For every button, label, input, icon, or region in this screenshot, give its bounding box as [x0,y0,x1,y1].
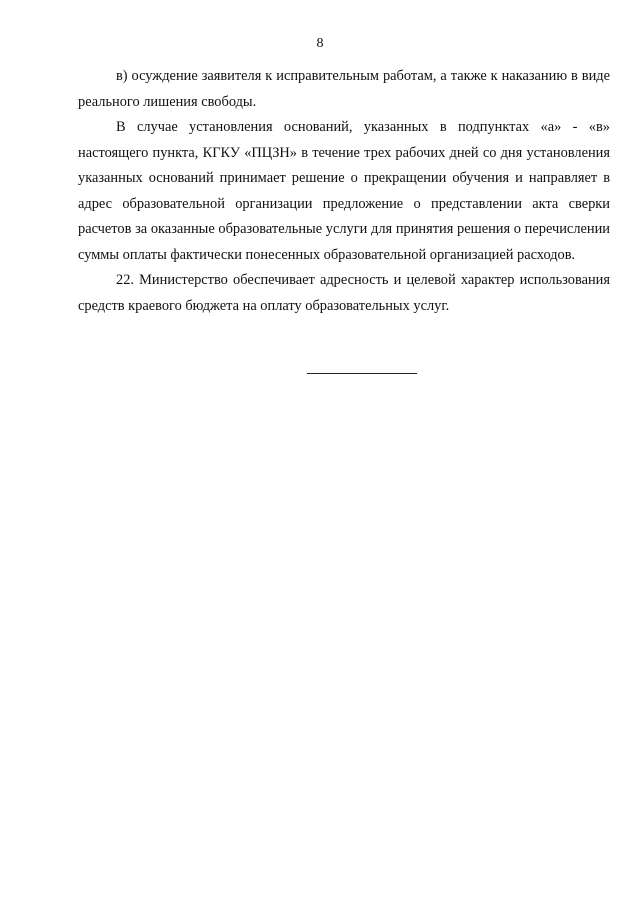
document-body [78,64,610,319]
paragraph-item-22: 22. Министерство обеспечивает адресность и целевой характер использования средств краевого бюджета на оплату образовательных услуг. [78,272,610,314]
page-number: 8 [316,36,324,51]
paragraph-termination-case: В случае установления оснований, указанных в подпунктах «а» - «в» настоящего пункта, КГКУ «ПЦЗН» в течение трех рабочих дней со дня установления указанных оснований принимает решение о прекращении обучения и направляет в адрес образовательной организации предложение о представлении акта сверки расчетов за оказанные образовательные услуги для принятия решения о перечислении суммы оплаты фактически понесенных образовательной организацией расходов. [78,119,610,263]
end-separator-line [307,373,417,374]
paragraph-subpoint-v: в) осуждение заявителя к исправительным работам, а также к наказанию в виде реального лишения свободы. [78,68,610,110]
